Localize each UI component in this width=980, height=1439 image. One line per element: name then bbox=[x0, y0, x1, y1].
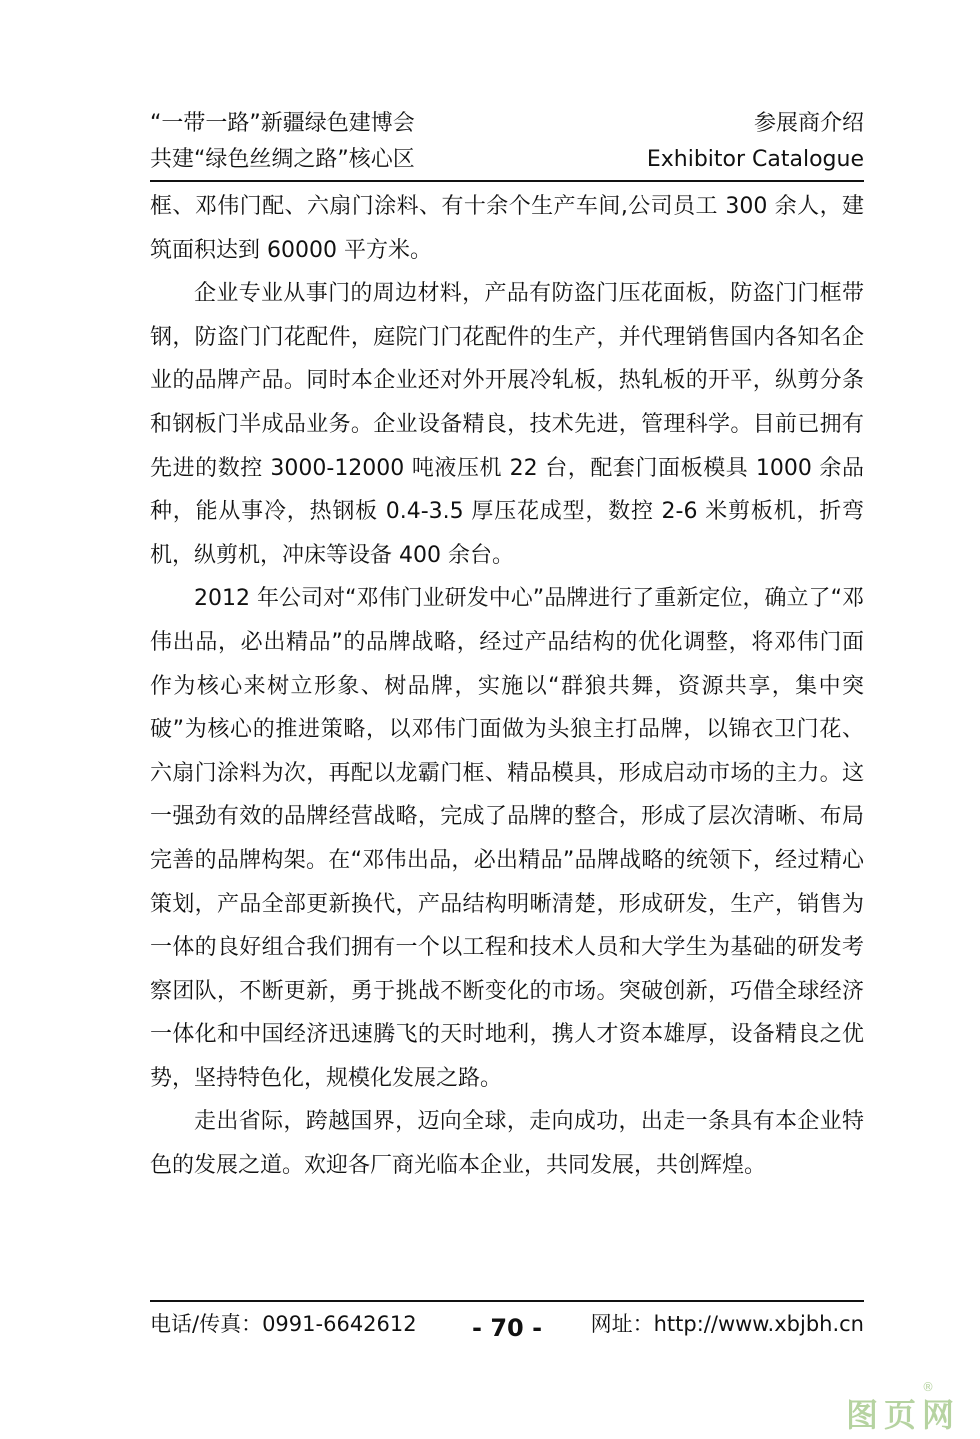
paragraph-closing: 走出省际，跨越国界，迈向全球，走向成功，出走一条具有本企业特色的发展之道。欢迎各厂商光临本企业，共同发展，共创辉煌。 bbox=[150, 1109, 864, 1179]
paragraph-brand-strategy: 2012 年公司对“邓伟门业研发中心”品牌进行了重新定位，确立了“邓伟出品，必出精品”的品牌战略，经过产品结构的优化调整，将邓伟门面作为核心来树立形象、树品牌，实施以“群狼共舞，资源共享，集中突破”为核心的推进策略，以邓伟门面做为头狼主打品牌，以锦衣卫门花、六扇门涂料为次，再配以龙霸门框、精品模具，形成启动市场的主力。这一强劲有效的品牌经营战略，完成了品牌的整合，形成了层次清晰、布局完善的品牌构架。在“邓伟出品，必出精品”品牌战略的统领下，经过精心策划，产品全部更新换代，产品结构明晰清楚，形成研发，生产，销售为一体的良好组合我们拥有一个以工程和技术人员和大学生为基础的研发考察团队，不断更新，勇于挑战不断变化的市场。突破创新，巧借全球经济一体化和中国经济迅速腾飞的天时地利，携人才资本雄厚，设备精良之优势，坚持特色化，规模化发展之路。 bbox=[150, 586, 864, 1091]
header-exhibition-title: “一带一路”新疆绿色建博会 bbox=[150, 111, 415, 136]
registered-mark-icon: ® bbox=[922, 1380, 934, 1394]
header-exhibition-subtitle: 共建“绿色丝绸之路”核心区 bbox=[150, 147, 415, 172]
header-section-subtitle: Exhibitor Catalogue bbox=[646, 147, 864, 172]
watermark-logo: 图页网 bbox=[845, 1396, 960, 1434]
footer-website[interactable]: 网址：http://www.xbjbh.cn bbox=[590, 1312, 864, 1336]
page-footer bbox=[150, 1306, 864, 1342]
paragraph-products: 企业专业从事门的周边材料，产品有防盗门压花面板，防盗门门框带钢，防盗门门花配件，庭院门门花配件的生产，并代理销售国内各知名企业的品牌产品。同时本企业还对外开展冷轧板，热轧板的开平，纵剪分条和钢板门半成品业务。企业设备精良，技术先进，管理科学。目前已拥有先进的数控 3000-12000 吨液压机 22 台，配套门面板模具 1000 余品种，能从事冷，热钢板 0.4-3.5 厚压花成型，数控 2-6 米剪板机，折弯机，纵剪机，冲床等设备 400 余台。 bbox=[150, 281, 864, 568]
page-header bbox=[150, 106, 864, 178]
footer-divider bbox=[150, 1300, 864, 1302]
page-number: - 70 - bbox=[472, 1314, 543, 1342]
footer-phone: 电话/传真：0991-6642612 bbox=[150, 1312, 417, 1336]
body-content bbox=[150, 185, 864, 1188]
header-row-2 bbox=[150, 142, 864, 178]
header-row-1 bbox=[150, 106, 864, 142]
paragraph-continued: 框、邓伟门配、六扇门涂料、有十余个生产车间,公司员工 300 余人，建筑面积达到 60000 平方米。 bbox=[150, 194, 864, 263]
header-section-title: 参展商介绍 bbox=[753, 111, 864, 136]
header-divider bbox=[150, 180, 864, 182]
